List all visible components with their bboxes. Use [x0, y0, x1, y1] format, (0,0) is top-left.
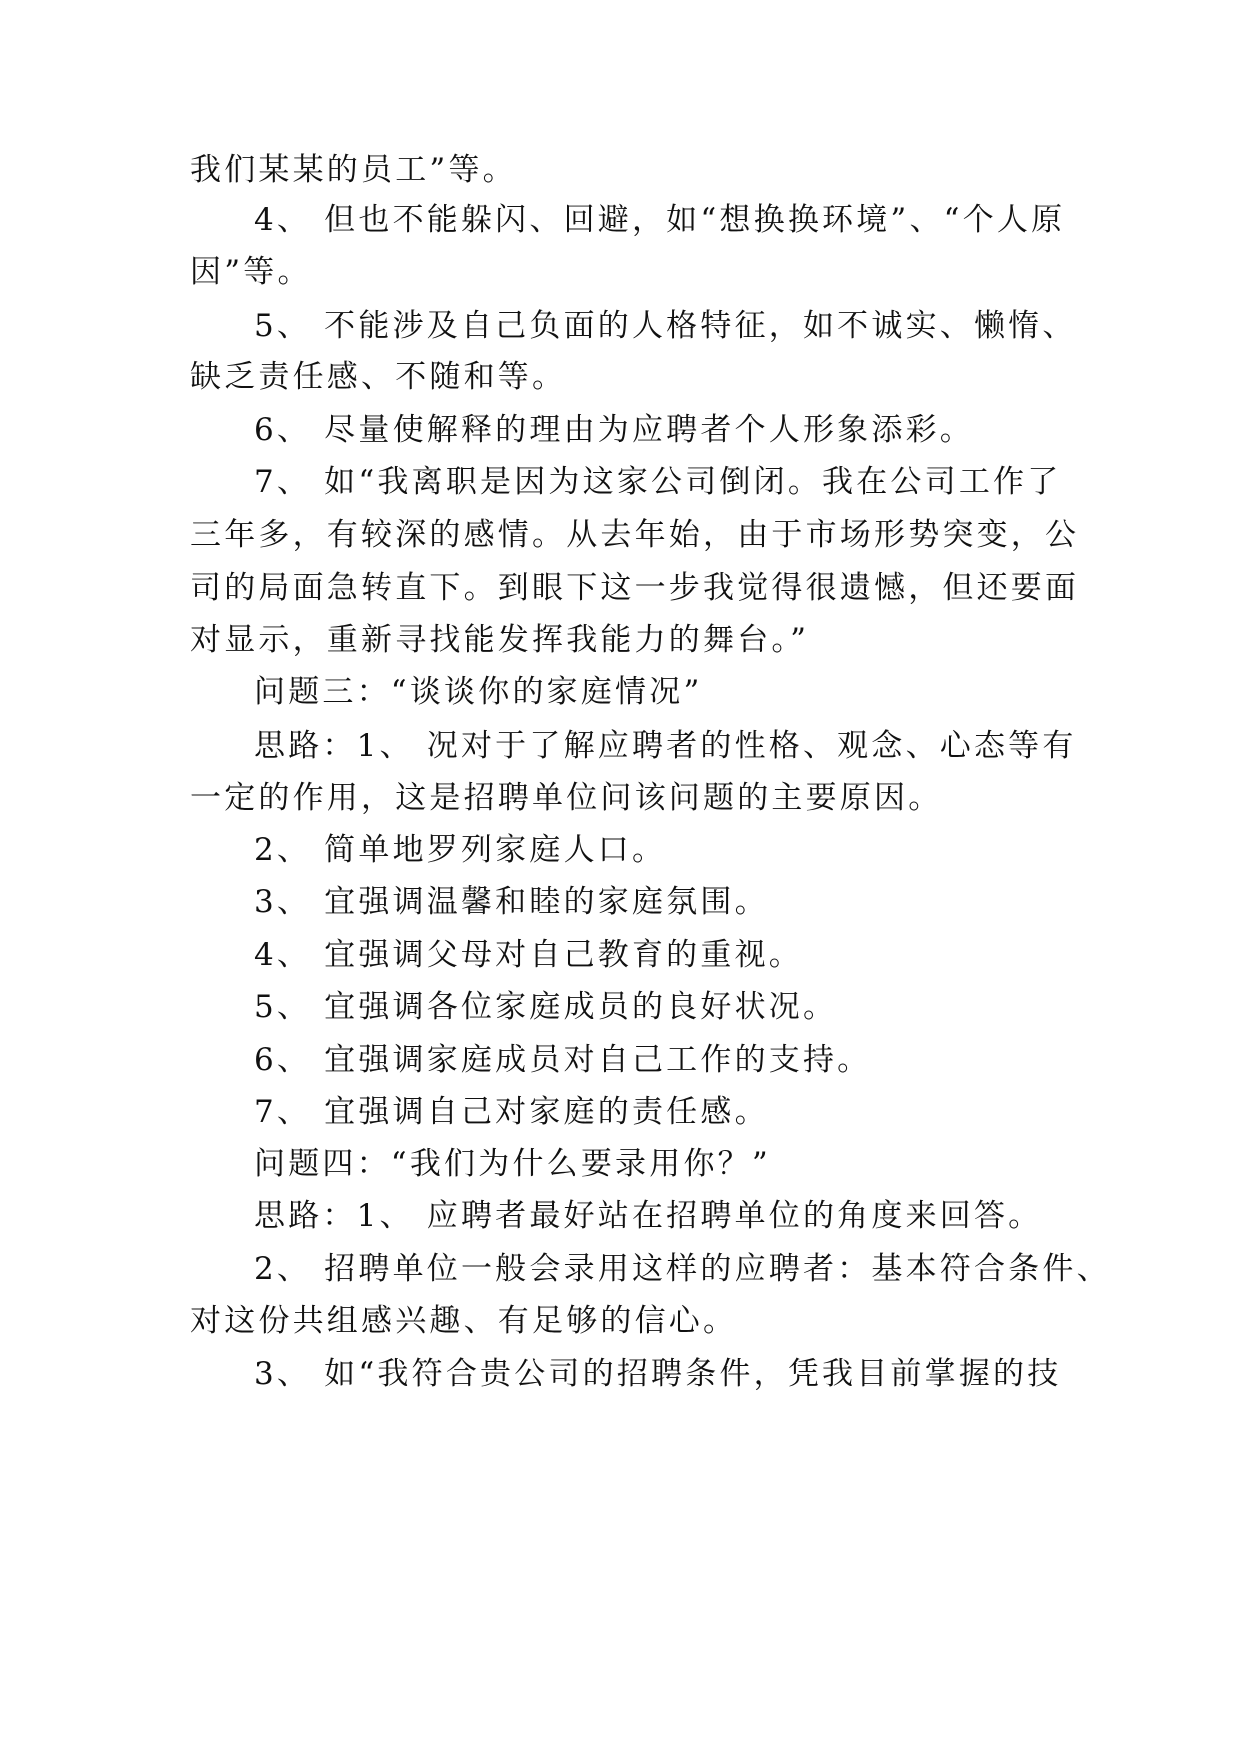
text-line: 对显示，重新寻找能发挥我能力的舞台。”	[190, 622, 810, 658]
text-line: 7、 如“我离职是因为这家公司倒闭。我在公司工作了	[254, 464, 1062, 500]
text-line: 对这份共组感兴趣、有足够的信心。	[190, 1303, 738, 1339]
text-line: 思路：1、 况对于了解应聘者的性格、观念、心态等有	[254, 728, 1077, 764]
text-line: 因”等。	[190, 254, 312, 290]
text-line: 5、 宜强调各位家庭成员的良好状况。	[254, 989, 838, 1025]
text-line: 4、 但也不能躲闪、回避，如“想换换环境”、“个人原	[254, 202, 1066, 238]
section-heading: 问题三：“谈谈你的家庭情况”	[254, 674, 703, 710]
text-line: 6、 宜强调家庭成员对自己工作的支持。	[254, 1042, 872, 1078]
text-line: 一定的作用，这是招聘单位问该问题的主要原因。	[190, 780, 943, 816]
text-line: 缺乏责任感、不随和等。	[190, 359, 567, 395]
text-line: 3、 宜强调温馨和睦的家庭氛围。	[254, 884, 769, 920]
text-line: 2、 招聘单位一般会录用这样的应聘者：基本符合条件、	[254, 1251, 1111, 1287]
text-line: 三年多，有较深的感情。从去年始，由于市场形势突变，公	[190, 517, 1080, 553]
text-line: 司的局面急转直下。到眼下这一步我觉得很遗憾，但还要面	[190, 570, 1080, 606]
text-line: 6、 尽量使解释的理由为应聘者个人形象添彩。	[254, 412, 974, 448]
text-line: 2、 简单地罗列家庭人口。	[254, 832, 667, 868]
text-line: 我们某某的员工”等。	[190, 152, 517, 188]
text-line: 5、 不能涉及自己负面的人格特征，如不诚实、懒惰、	[254, 308, 1077, 344]
section-heading: 问题四：“我们为什么要录用你？”	[254, 1146, 771, 1182]
text-line: 4、 宜强调父母对自己教育的重视。	[254, 937, 803, 973]
text-line: 3、 如“我符合贵公司的招聘条件，凭我目前掌握的技	[254, 1356, 1062, 1392]
text-line: 7、 宜强调自己对家庭的责任感。	[254, 1094, 769, 1130]
text-line: 思路：1、 应聘者最好站在招聘单位的角度来回答。	[254, 1198, 1043, 1234]
